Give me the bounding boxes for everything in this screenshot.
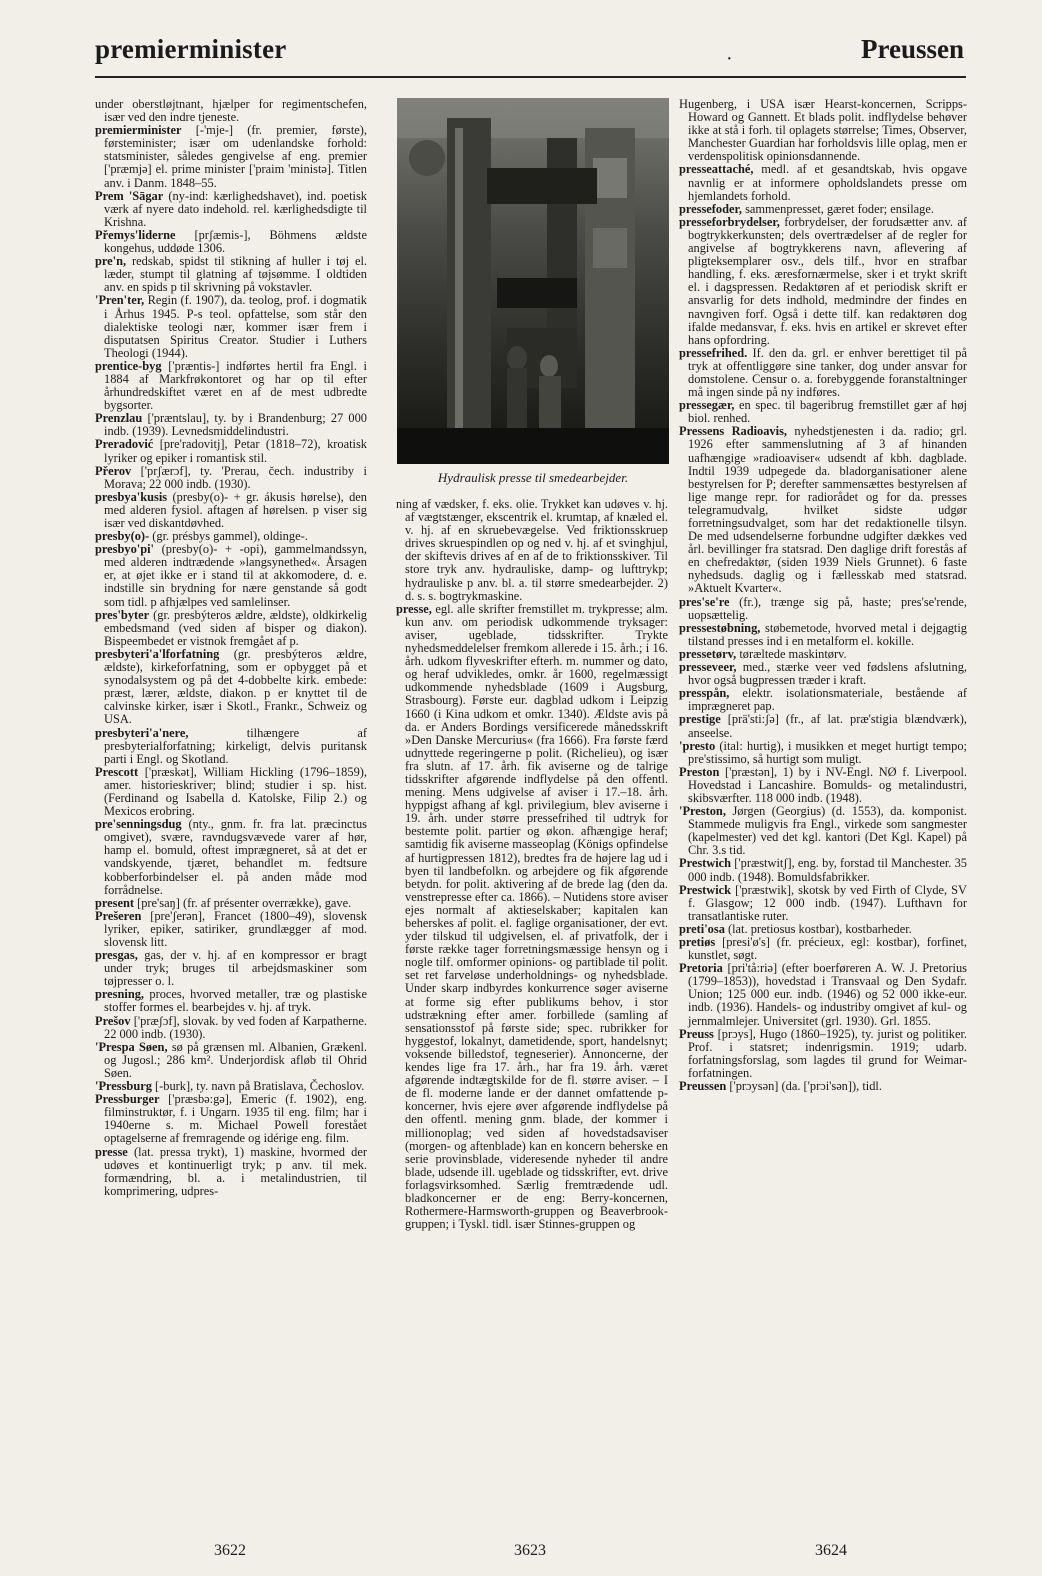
dictionary-entry [679, 687, 967, 713]
entry-text: ['prɔysən] (da. ['prɔi'sən]), tidl. [726, 1079, 882, 1094]
dictionary-entry [679, 425, 967, 595]
left-guide-word: premierminister [95, 34, 287, 64]
column-2 [396, 498, 668, 1231]
entry-text: ['præstən], 1) by i NV-Engl. NØ f. Liverpool. Hovedstad i Lancashire. Bomulds- og metalindustri, skibsværfter. 118 000 indb. (1948). [688, 764, 967, 805]
entry-text: [prɔys], Hugo (1860–1925), ty. jurist og politiker. Prof. i statsret; indenrigsmin. 1919; udarb. forfatningsforslag, som lagdes til grund for Weimar-forfatningen. [688, 1026, 967, 1080]
entry-headword: pres'se're [679, 594, 730, 609]
entry-text: under oberstløjtnant, hjælper for regimentschefen, især ved den indre tjeneste. [95, 97, 367, 125]
dictionary-entry [95, 543, 367, 608]
dictionary-entry [95, 727, 367, 766]
entry-text: [prä'sti:ʃə] (fr., af lat. præ'stigia blændværk), anseelse. [688, 712, 967, 740]
entry-headword: Přerov [95, 463, 132, 478]
dictionary-entry [95, 1093, 367, 1145]
entry-text: proces, hvorved metaller, træ og plastiske stoffer formes el. bearbejdes v. hj. af tryk. [104, 987, 367, 1015]
page-number-left: 3622 [214, 1542, 246, 1559]
dictionary-entry [95, 988, 367, 1014]
entry-headword: Prenzlau [95, 411, 143, 426]
entry-text: elektr. isolationsmateriale, bestående af imprægneret pap. [688, 686, 967, 714]
dictionary-entry [396, 603, 668, 1232]
dictionary-entry [95, 818, 367, 897]
dictionary-entry [95, 910, 367, 949]
entry-headword: preti'osa [679, 921, 725, 936]
entry-headword: Prem 'Sāgar [95, 188, 164, 203]
entry-headword: Preston [679, 764, 720, 779]
entry-text: [prʃæmis-], Böhmens ældste kongehus, uddøde 1306. [104, 227, 367, 256]
dictionary-entry [95, 124, 367, 189]
entry-text: (fr.), trænge sig på, haste; pres'se'rende, uopsættelig. [688, 594, 967, 622]
entry-text: (gr. présbys gammel), oldinge-. [149, 529, 308, 544]
page-number-center: 3623 [514, 1542, 546, 1559]
entry-headword: prestige [679, 712, 721, 727]
entry-text: Hugenberg, i USA især Hearst-koncernen, Scripps-Howard og Gannett. Et blads polit. indflydelse behøver ikke at stå i forh. til oplagets størrelse; Times, Observer, Manchester Guardian har forholdsvis lille oplag, men er verdenspolitisk opinionsdannende. [679, 97, 967, 164]
page-number-right: 3624 [815, 1542, 847, 1559]
entry-text: [pre'radovitj], Petar (1818–72), kroatisk lyriker og epiker i romantisk stil. [104, 437, 367, 465]
entry-headword: presning, [95, 987, 145, 1002]
header-rule [95, 76, 966, 78]
dictionary-entry [95, 609, 367, 648]
dictionary-entry [679, 622, 967, 648]
entry-text: egl. alle skrifter fremstillet m. trykpresse; alm. kun anv. om periodisk udkommende tryksager: aviser, ugeblade, tidsskrifter. Trykte nyhedsmeddelelser fremkom allerede i 15. årh.; i 16. årh. udkom flyveskrifter efterh. m. nummer og dato, og heraf udvikledes, omkr. år 1600, regelmæssigt udkommende nyhedsblade (1609 i Augsburg, Strasbourg). Første eur. dagblad udkom i Leipzig 1660 (i Kina udkom et omkr. 1340). Ældste avis på da. er Anders Bordings versificerede månedsskrift »Den Danske Mercurius« (fra 1666). Fra første færd udnyttede regeringerne p polit. (Richelieu), og især fra slutn. af 17. årh. fik aviserne og de talrige tidsskrifter afgørende indflydelse på den offentl. mening. Mens udgivelse af aviser i 17.–18. årh. hyppigst afhang af kgl. privilegium, blev aviserne i 19. årh. under større pressefrihed til udtryk for bestemte polit. partier og økon. afhængige heraf; samtidig fik aviserne masseoplag (Königs opfindelse af hurtigpressen 1812), bredtes fra de højere lag ud i byen til landbefolkn. og arbejdere og fik afgørende betydn. for polit. aktivering af de brede lag (den da. venstrepresse efter ca. 1866). – Nutidens store aviser ejes normalt af aktieselskaber; kapitalen kan beherskes af polit. el. faglige organisationer, der evt. yder tilskud til udgivelsen, el. af privatfolk, der i første række tager forretningsmæssige hensyn og i nogle tilf. omformer opinions- og partiblade til polit. set ret farveløse underholdnings- og nyhedsblade. Under skarp indbyrdes konkurrence søger aviserne at forme sig efter publikums behov, i stor udstrækning efter amer. forbillede (samling af sensationsstof på første side; spec. rubrikker for hyggestof, lokalnyt, dametidende, sport, handelsnyt; voksende billedstof, tegneserier). Annoncerne, der kendes lige fra 17. årh., har fra 19. årh. været afgørende indtægtskilde for de fl. større aviser. – I de fl. moderne lande er der dannet omfattende p-koncerner, hvis ejere øver afgørende indflydelse på den offentl. mening gnm. blade, der kommer i millionoplag; ved siden af hovedstadsaviser (morgen- og aftenblade) kan en koncern beherske en serie provinsblade, videresende nyheder til andre blade, udsende ill. ugeblade og tidsskrifter, evt. drive forlagsvirksomhed. Særlig fremtrædende udl. bladkoncerner er de eng: Berry-koncernen, Rothermere-Harmsworth-gruppen og Beaverbrook-gruppen; i Tyskl. tidl. især Stinnes-gruppen og [405, 601, 668, 1232]
press-illustration [397, 98, 669, 464]
entry-text: ['prʃærɔf], ty. 'Prerau, čech. industriby i Morava; 22 000 indb. (1930). [104, 463, 367, 491]
dictionary-entry [679, 1080, 967, 1093]
entry-text: sø på grænsen ml. Albanien, Grækenl. og Jugosl.; 286 km². Underjordisk afløb til Ohrid Søen. [104, 1039, 367, 1080]
dictionary-entry [95, 190, 367, 229]
dictionary-entry [95, 949, 367, 988]
entry-headword: prentice-byg [95, 358, 162, 373]
entry-text: ['præstwitʃ], eng. by, forstad til Manchester. 35 000 indb. (1948). Bomuldsfabrikker. [688, 856, 967, 884]
dictionary-entry [679, 399, 967, 425]
entry-text: forbrydelser, der forudsætter anv. af bogtrykkerkunsten; dels overtrædelser af de regler for angivelse af bogtrykkerens navn, aflevering af pligteksemplarer osv., dels tilf., hvor en strafbar handling, f. eks. æresfornærmelse, sker i et trykt skrift el. i dagspressen. Redaktøren af et periodisk skrift er ansvarlig for dets indhold, medmindre der findes en navngiven forf. Også i dette tilf. kan redaktøren dog ifalde medansvar, f. eks. hvis en artikel er skrevet efter hans opfordring. [688, 214, 967, 347]
entry-text: ['præstwik], skotsk by ved Firth of Clyde, SV f. Glasgow; 12 000 indb. (1947). Lufthavn for transatlantiske ruter. [688, 882, 967, 923]
entry-text: (ital: hurtig), i musikken et meget hurtigt tempo; pre'stissimo, så hurtigt som muligt. [688, 738, 967, 766]
entry-headword: pres'byter [95, 607, 150, 622]
entry-headword: presbyo'pi' [95, 542, 154, 557]
entry-headword: Preuss [679, 1026, 714, 1041]
entry-text: Regin (f. 1907), da. teolog, prof. i dogmatik i Århus 1945. P-s teol. opfattelse, som står den dialektiske teologi nær, kommer især frem i disputatsen Spiritus Creator. Studier i Luthers Theologi (1944). [104, 293, 367, 360]
entry-text: [pri'tå:riə] (efter boerføreren A. W. J. Pretorius (1799–1853)), hovedstad i Transvaal og Den Sydafr. Union; 125 000 eur. indb. (1946) og 52 000 ikke-eur. indb. (1936). Handels- og industriby omgivet af kul- og jernmalmlejer. Universitet (grl. 1930). Grl. 1855. [688, 961, 967, 1028]
entry-text: støbemetode, hvorved metal i dejgagtig tilstand presses ind i en metalform el. kokille. [688, 620, 967, 648]
dictionary-entry [679, 661, 967, 687]
entry-headword: 'Pressburg [95, 1079, 152, 1094]
dictionary-entry [679, 805, 967, 857]
entry-text: redskab, spidst til stikning af huller i tøj el. læder, stumpt til glatning af tøjsømme. I oldtiden anv. en spids p til skrivning på vokstavler. [104, 254, 367, 295]
entry-headword: pressetørv, [679, 646, 737, 661]
entry-text: sammenpresset, gæret foder; ensilage. [741, 201, 934, 216]
entry-headword: 'Prespa Søen, [95, 1039, 168, 1054]
entry-text: [-'mje-] (fr. premier, første), førsteminister; især om udenlandske forhold: statsminister, således gengivelse af eng. premier ['præmjə] el. prime minister ['praim 'ministə]. Titlen anv. i Danm. 1848–55. [104, 123, 367, 190]
dictionary-entry [95, 766, 367, 818]
entry-headword: Pressburger [95, 1092, 160, 1107]
entry-headword: presse, [396, 601, 432, 616]
entry-text: (presby(o)- + gr. ákusis hørelse), den med alderen fysiol. aftagen af hørelsen. p viser sig især ved diskantdøvhed. [104, 489, 367, 530]
dictionary-entry [679, 962, 967, 1027]
dictionary-entry [95, 465, 367, 491]
entry-headword: 'presto [679, 738, 716, 753]
entry-headword: presbyteri'a'nere, [95, 725, 189, 740]
dictionary-entry [679, 347, 967, 399]
entry-text: [-burk], ty. navn på Bratislava, Čechoslov. [151, 1079, 365, 1094]
figure-caption: Hydraulisk presse til smedearbejder. [437, 470, 629, 485]
entry-text: [pre'ʃerən], Francet (1800–49), slovensk lyriker, epiker, satiriker, grundlægger af mod. slovensk litt. [104, 908, 367, 949]
entry-headword: presse [95, 1144, 128, 1159]
entry-text: (nty., gnm. fr. fra lat. præcinctus omgivet), svære, ravndugsvævede varer af hør, hamp el. bomuld, oftest imprægneret, så at det er vandskyende, tjæret, behandlet m. fedtsure kobberforbindelser el. på anden måde mod forrådnelse. [104, 817, 367, 897]
hydraulic-press-photo [397, 98, 669, 464]
entry-headword: pre'n, [95, 254, 127, 269]
entry-headword: 'Preston, [679, 804, 726, 819]
entry-headword: presbyteri'a'lforfatning [95, 646, 220, 661]
entry-headword: pre'senningsdug [95, 817, 182, 832]
dictionary-entry [679, 857, 967, 883]
dictionary-entry [95, 648, 367, 727]
entry-headword: Přemys'liderne [95, 227, 176, 242]
dictionary-entry [679, 713, 967, 739]
entry-text: (ny-ind: kærlighedshavet), ind. poetisk værk af nyere dato indehold. rel. kærlighedsdigte til Krishna. [104, 188, 368, 229]
dictionary-entry [679, 1028, 967, 1080]
entry-headword: Preradović [95, 437, 154, 452]
entry-text: ['præsbə:gə], Emeric (f. 1902), eng. filminstruktør, f. i Ungarn. 1935 til eng. film; har i 1940erne s. m. Michael Powell forestået optagelserne af fremragende og idérige eng. film. [104, 1092, 367, 1146]
entry-text: If. den da. grl. er enhver berettiget til på tryk at offentliggøre sine tanker, dog under ansvar for domstolene. Censur o. a. forebyggende foranstaltninger må ingen sinde på ny indføres. [688, 345, 967, 400]
entry-text: (gr. presbýteros ældre, ældste), kirkeforfatning, som er opbygget på et synodalsystem og på det 4-dobbelte kirk. embede: præst, lærer, ældste, diakon. p er knyttet til de calvinske kirker, især i Skotl., Frankr., Schweiz og USA. [104, 646, 367, 727]
entry-text: med., stærke veer ved fødslens afslutning, hvor også bugpressen træder i kraft. [688, 660, 967, 688]
entry-headword: presby(o)- [95, 529, 150, 544]
entry-text: (lat. pretiosus kostbar), kostbarheder. [724, 921, 912, 936]
dictionary-entry [95, 1015, 367, 1041]
dictionary-entry [679, 740, 967, 766]
entry-headword: Preussen [679, 1079, 727, 1094]
entry-headword: presgas, [95, 948, 138, 963]
dictionary-entry [679, 98, 967, 163]
entry-text: ning af vædsker, f. eks. olie. Trykket kan udøves v. hj. af vægtstænger, ekscentrik el. krumtap, af knæled el. v. hj. af en skruebevægelse. Ved friktionsskruep drives skruespindlen op og ned v. hj. af et svinghjul, der skiftevis drives af en af de to friktionsskiver. Til store tryk anv. hydrauliske, damp- og lufttrykp; hydrauliske p anv. bl. a. til større smedearbejder. 2) d. s. s. bogtrykmaskine. [396, 497, 668, 603]
entry-headword: pressefrihed. [679, 345, 748, 360]
entry-headword: Prešeren [95, 908, 142, 923]
entry-text: tøræltede maskintørv. [736, 646, 847, 661]
header-dot: · [726, 48, 733, 70]
entry-text: ['præntslau], ty. by i Brandenburg; 27 000 indb. (1939). Levnedsmiddelindustri. [104, 411, 367, 439]
entry-text: gas, der v. hj. af en kompressor er bragt under tryk; bruges til arbejdsmaskiner som tøjpresser o. l. [104, 948, 367, 989]
entry-headword: Pretoria [679, 961, 723, 976]
entry-headword: 'Pren'ter, [95, 293, 145, 308]
dictionary-entry [95, 491, 367, 530]
entry-headword: presseattaché, [679, 162, 754, 177]
entry-headword: Prestwich [679, 856, 732, 871]
entry-headword: pretiøs [679, 935, 716, 949]
dictionary-entry [95, 360, 367, 412]
entry-text: ['præʃɔf], slovak. by ved foden af Karpatherne. 22 000 indb. (1930). [104, 1013, 367, 1041]
dictionary-entry [95, 294, 367, 359]
dictionary-entry [95, 412, 367, 438]
entry-text: ['præntis-] indførtes hertil fra Engl. i 1884 af Markfrøkontoret og har op til efter århundredskiftet været en af de mest udbredte bygsorter. [104, 358, 367, 413]
dictionary-entry [95, 98, 367, 124]
entry-text: tilhængere af presbyterialforfatning; kirkeligt, delvis puritansk parti i Engl. og Skotland. [104, 725, 367, 766]
entry-text: (presby(o)- + -opi), gammelmandssyn, med alderen indtrædende »langsynethed«. Årsagen er, at øjet ikke er i stand til at akkomodere, d. e. indstille sin brydning for nære genstande så godt som tidl. p afhjælpes ved samlelinser. [104, 542, 367, 609]
entry-headword: presseveer, [679, 660, 737, 675]
entry-headword: Prestwick [679, 882, 732, 897]
dictionary-entry [679, 766, 967, 805]
dictionary-entry [679, 884, 967, 923]
dictionary-entry [679, 216, 967, 347]
entry-headword: presseforbrydelser, [679, 214, 780, 229]
dictionary-entry [679, 163, 967, 202]
dictionary-entry [95, 1146, 367, 1198]
entry-text: medl. af et gesandtskab, hvis opgave navnlig er at informere opholdslandets presse om hjemlandets forhold. [688, 162, 967, 203]
entry-text: ['præskət], William Hickling (1796–1859), amer. historieskriver; blind; studier i sp. hist. (Ferdinand og Isabella d. Katolske, Filip 2.) og Mexicos erobring. [104, 764, 367, 819]
entry-headword: pressefoder, [679, 201, 742, 216]
dictionary-entry [95, 438, 367, 464]
entry-text: nyhedstjenesten i da. radio; grl. 1926 efter sammenslutning af 3 af hinanden uafhængige »radioaviser« udsendt af kbh. dagblade. Indtil 1939 udpegede da. bladorganisationer alene bestyrelsen for P; derefter sammensættes bestyrelsen af lige mange repr. for radiorådet og for da. presses telegramudvalg, hvilket sidste udgør forretningsudvalget, som har det redaktionelle tilsyn. De med udsendelserne forbundne udgifter dækkes ved årl. bevillinger fra statsrad. Den daglige drift forestås af en chefredaktør, (siden 1939 Niels Grunnet). 6 faste nyhedsuds. daglig og i fællesskab med statsrad. »Aktuelt Kvarter«. [688, 424, 967, 596]
entry-headword: present [95, 895, 135, 910]
entry-headword: pressestøbning, [679, 620, 761, 635]
dictionary-entry [679, 596, 967, 622]
entry-text: [presi'ø's] (fr. précieux, egl: kostbar), forfinet, kunstlet, søgt. [688, 935, 967, 963]
entry-headword: Pressens Radioavis, [679, 424, 787, 439]
dictionary-entry [396, 498, 668, 603]
entry-text: (gr. presbýteros ældre, ældste), oldkirkelig embedsmand (ved siden af bisper og diakon). Bispeembedet er vistnok fremgået af p. [104, 607, 367, 648]
entry-text: (lat. pressa trykt), 1) maskine, hvormed der udøves et kontinuerligt tryk; p anv. til mek. formændring, bl. a. i metalindustrien, til komprimering, udpres- [104, 1144, 367, 1198]
dictionary-entry [95, 1041, 367, 1080]
entry-headword: pressegær, [679, 398, 735, 413]
entry-text: en spec. til bageribrug fremstillet gær af høj biol. renhed. [688, 398, 967, 426]
column-1 [95, 98, 367, 1198]
entry-headword: Prescott [95, 764, 139, 779]
entry-text: [pre'saŋ] (fr. af présenter overrække), gave. [134, 895, 352, 910]
dictionary-entry [679, 936, 967, 962]
entry-headword: presspån, [679, 686, 730, 701]
dictionary-entry [95, 255, 367, 294]
entry-headword: Prešov [95, 1013, 131, 1028]
entry-text: Jørgen (Georgius) (d. 1553), da. komponist. Stammede muligvis fra Engl., virkede som sangmester (kapelmester) ved det kgl. kantori (Det Kgl. Kapel) på Chr. 3.s tid. [688, 804, 967, 858]
right-guide-word: Preussen [860, 34, 964, 64]
entry-headword: presbya'kusis [95, 489, 168, 504]
entry-headword: premierminister [95, 123, 182, 138]
dictionary-entry [95, 229, 367, 255]
column-3 [679, 98, 967, 1093]
